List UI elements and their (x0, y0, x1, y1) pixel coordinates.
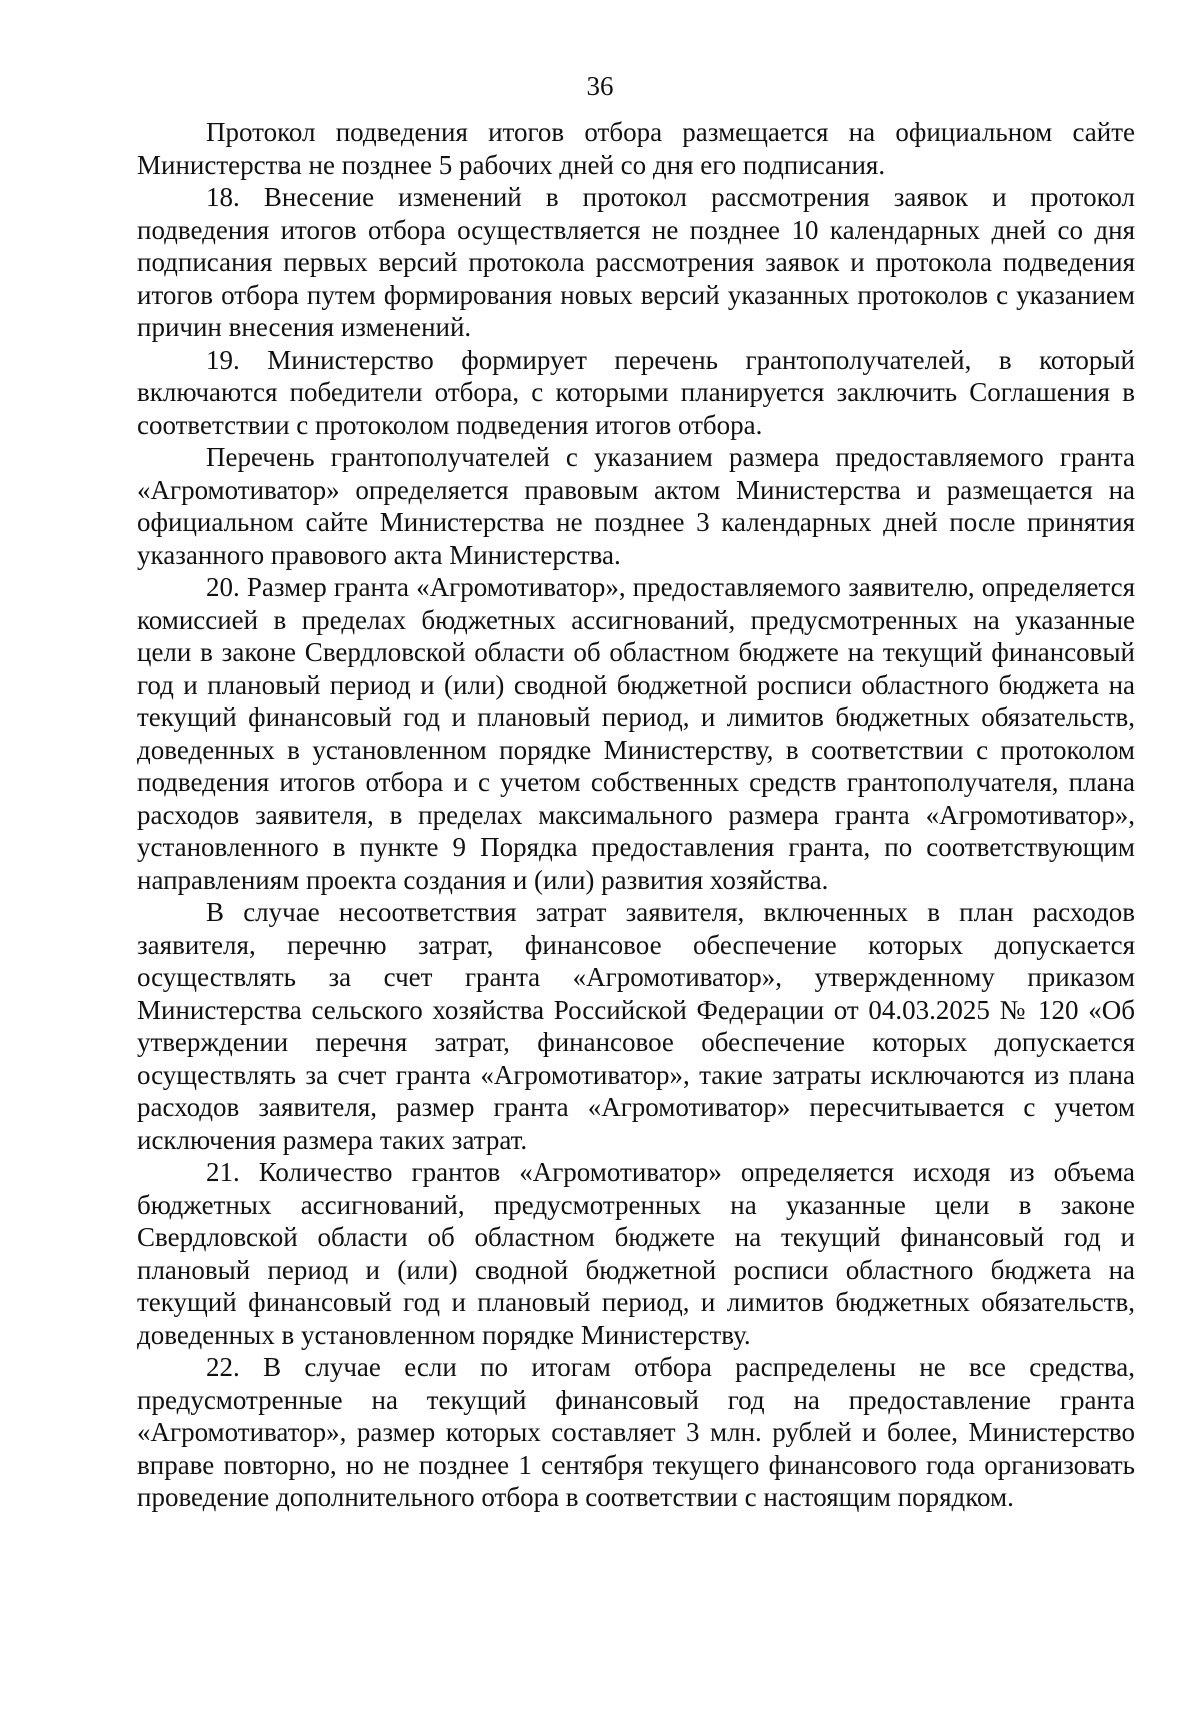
paragraph-grantee-list: Перечень грантополучателей с указанием размера предоставляемого гранта «Агромотиватор» определяется правовым актом Министерства и размещается на официальном сайте Министерства не позднее 3 календарных дней после принятия указанного правового акта Министерства. (137, 442, 1135, 570)
paragraph-cost-mismatch: В случае несоответствия затрат заявителя, включенных в план расходов заявителя, перечню затрат, финансовое обеспечение которых допускается осуществлять за счет гранта «Агромотиватор», утвержденному приказом Министерства сельского хозяйства Российской Федерации от 04.03.2025 № 120 «Об утверждении перечня затрат, финансовое обеспечение которых допускается осуществлять за счет гранта «Агромотиватор», такие затраты исключаются из плана расходов заявителя, размер гранта «Агромотиватор» пересчитывается с учетом исключения размера таких затрат. (137, 897, 1135, 1155)
paragraph-18: 18. Внесение изменений в протокол рассмотрения заявок и протокол подведения итогов отбора осуществляется не позднее 10 календарных дней со дня подписания первых версий протокола рассмотрения заявок и протокола подведения итогов отбора путем формирования новых версий указанных протоколов с указанием причин внесения изменений. (137, 182, 1135, 342)
document-body (137, 116, 1135, 1514)
paragraph-protocol-publication: Протокол подведения итогов отбора размещается на официальном сайте Министерства не позднее 5 рабочих дней со дня его подписания. (137, 117, 1135, 180)
paragraph-22: 22. В случае если по итогам отбора распределены не все средства, предусмотренные на текущий финансовый год на предоставление гранта «Агромотиватор», размер которых составляет 3 млн. рублей и более, Министерство вправе повторно, но не позднее 1 сентября текущего финансового года организовать проведение дополнительного отбора в соответствии с настоящим порядком. (137, 1352, 1135, 1512)
paragraph-19: 19. Министерство формирует перечень грантополучателей, в который включаются победители отбора, с которыми планируется заключить Соглашения в соответствии с протоколом подведения итогов отбора. (137, 344, 1135, 440)
paragraph-21: 21. Количество грантов «Агромотиватор» определяется исходя из объема бюджетных ассигнований, предусмотренных на указанные цели в законе Свердловской области об областном бюджете на текущий финансовый год и плановый период и (или) сводной бюджетной росписи областного бюджета на текущий финансовый год и плановый период, и лимитов бюджетных обязательств, доведенных в установленном порядке Министерству. (137, 1157, 1135, 1350)
page-number: 36 (586, 71, 614, 101)
paragraph-20: 20. Размер гранта «Агромотиватор», предоставляемого заявителю, определяется комиссией в пределах бюджетных ассигнований, предусмотренных на указанные цели в законе Свердловской области об областном бюджете на текущий финансовый год и плановый период и (или) сводной бюджетной росписи областного бюджета на текущий финансовый год и плановый период, и лимитов бюджетных обязательств, доведенных в установленном порядке Министерству, в соответствии с протоколом подведения итогов отбора и с учетом собственных средств грантополучателя, плана расходов заявителя, в пределах максимального размера гранта «Агромотиватор», установленного в пункте 9 Порядка предоставления гранта, по соответствующим направлениям проекта создания и (или) развития хозяйства. (137, 572, 1135, 895)
